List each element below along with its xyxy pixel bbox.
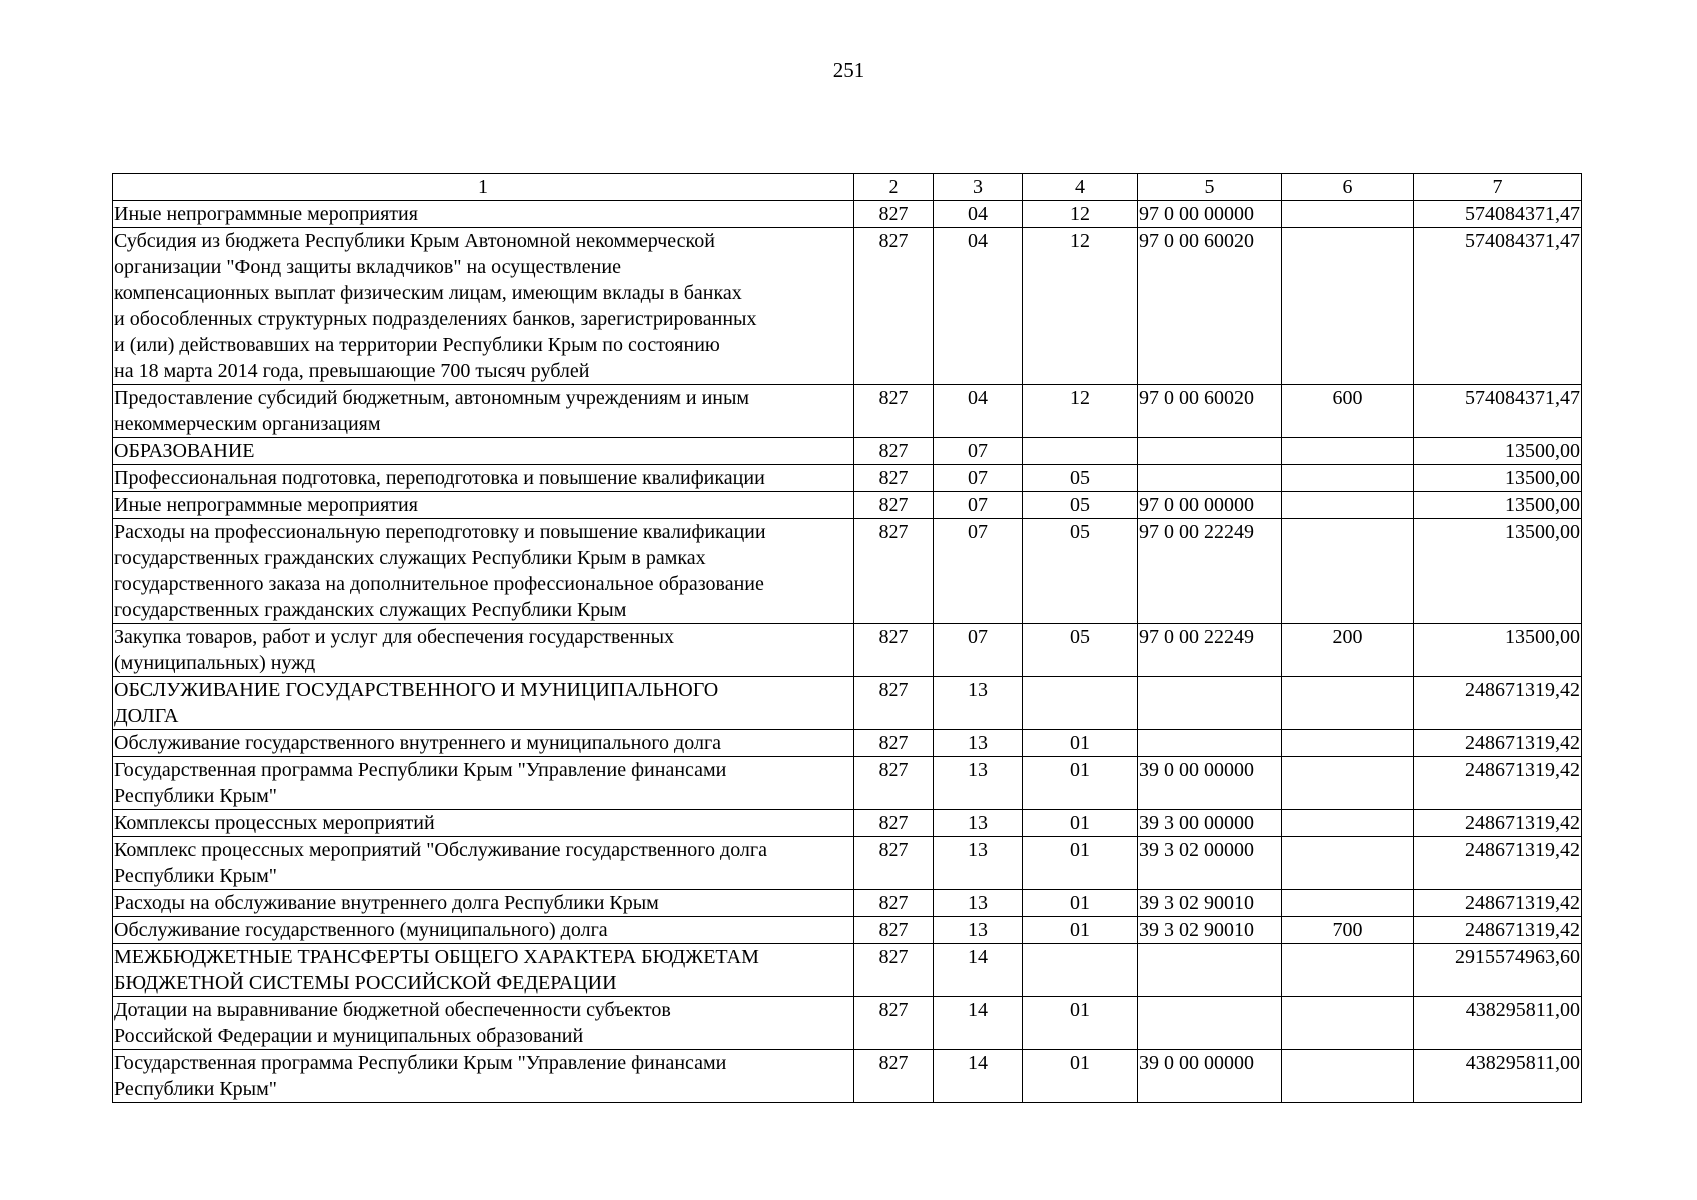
table-row [113, 1050, 1582, 1103]
row-expense-type [1282, 438, 1414, 465]
table-row [113, 677, 1582, 730]
table-row [113, 228, 1582, 385]
table-row [113, 837, 1582, 890]
row-target-article: 39 3 02 90010 [1138, 917, 1282, 944]
row-expense-type [1282, 890, 1414, 917]
row-section: 13 [934, 890, 1023, 917]
row-gr-code: 827 [854, 385, 934, 438]
table-header [113, 174, 1582, 201]
row-name: Комплексы процессных мероприятий [113, 810, 854, 837]
row-amount: 248671319,42 [1414, 890, 1582, 917]
row-amount: 574084371,47 [1414, 385, 1582, 438]
row-section: 13 [934, 810, 1023, 837]
table-row [113, 492, 1582, 519]
row-amount: 248671319,42 [1414, 757, 1582, 810]
row-gr-code: 827 [854, 492, 934, 519]
header-cell: 3 [934, 174, 1023, 201]
row-subsection: 01 [1023, 810, 1138, 837]
table-row [113, 997, 1582, 1050]
row-expense-type [1282, 201, 1414, 228]
row-amount: 574084371,47 [1414, 201, 1582, 228]
row-target-article [1138, 730, 1282, 757]
row-gr-code: 827 [854, 757, 934, 810]
row-target-article: 39 3 02 90010 [1138, 890, 1282, 917]
row-section: 13 [934, 837, 1023, 890]
row-section: 14 [934, 997, 1023, 1050]
row-target-article [1138, 944, 1282, 997]
budget-table [112, 173, 1582, 1103]
row-name: Закупка товаров, работ и услуг для обеспечения государственных (муниципальных) нужд [113, 624, 854, 677]
row-target-article [1138, 465, 1282, 492]
page-number: 251 [832, 58, 865, 82]
header-cell: 6 [1282, 174, 1414, 201]
table-row [113, 201, 1582, 228]
table-row [113, 890, 1582, 917]
header-cell: 4 [1023, 174, 1138, 201]
row-section: 13 [934, 917, 1023, 944]
header-cell: 7 [1414, 174, 1582, 201]
row-gr-code: 827 [854, 201, 934, 228]
table-row [113, 730, 1582, 757]
row-section: 13 [934, 730, 1023, 757]
row-amount: 574084371,47 [1414, 228, 1582, 385]
row-gr-code: 827 [854, 917, 934, 944]
row-target-article: 97 0 00 00000 [1138, 492, 1282, 519]
table-row [113, 519, 1582, 624]
row-section: 04 [934, 228, 1023, 385]
row-section: 07 [934, 465, 1023, 492]
table-row [113, 624, 1582, 677]
row-expense-type: 200 [1282, 624, 1414, 677]
row-gr-code: 827 [854, 997, 934, 1050]
row-name: Субсидия из бюджета Республики Крым Автономной некоммерческой организации "Фонд защиты вкладчиков" на осуществление компенсационных выплат физическим лицам, имеющим вклады в банках и обособленных структурных подразделениях банков, зарегистрированных и (или) действовавших на территории Республики Крым по состоянию на 18 марта 2014 года, превышающие 700 тысяч рублей [113, 228, 854, 385]
row-target-article: 39 3 00 00000 [1138, 810, 1282, 837]
row-expense-type: 600 [1282, 385, 1414, 438]
row-amount: 13500,00 [1414, 465, 1582, 492]
row-name: Государственная программа Республики Крым "Управление финансами Республики Крым" [113, 757, 854, 810]
row-gr-code: 827 [854, 465, 934, 492]
row-subsection: 05 [1023, 624, 1138, 677]
row-gr-code: 827 [854, 730, 934, 757]
row-amount: 13500,00 [1414, 438, 1582, 465]
table-row [113, 917, 1582, 944]
row-target-article: 97 0 00 60020 [1138, 385, 1282, 438]
row-expense-type [1282, 944, 1414, 997]
row-amount: 13500,00 [1414, 492, 1582, 519]
row-amount: 248671319,42 [1414, 677, 1582, 730]
row-gr-code: 827 [854, 677, 934, 730]
row-subsection [1023, 438, 1138, 465]
row-expense-type [1282, 837, 1414, 890]
row-expense-type: 700 [1282, 917, 1414, 944]
row-target-article: 97 0 00 22249 [1138, 624, 1282, 677]
row-name: ОБРАЗОВАНИЕ [113, 438, 854, 465]
row-amount: 2915574963,60 [1414, 944, 1582, 997]
row-name: Иные непрограммные мероприятия [113, 201, 854, 228]
row-target-article: 39 0 00 00000 [1138, 757, 1282, 810]
table-body [113, 201, 1582, 1103]
header-cell: 2 [854, 174, 934, 201]
row-subsection: 12 [1023, 201, 1138, 228]
row-expense-type [1282, 1050, 1414, 1103]
row-subsection: 01 [1023, 997, 1138, 1050]
row-amount: 438295811,00 [1414, 997, 1582, 1050]
row-gr-code: 827 [854, 438, 934, 465]
row-expense-type [1282, 757, 1414, 810]
row-name: ОБСЛУЖИВАНИЕ ГОСУДАРСТВЕННОГО И МУНИЦИПАЛЬНОГО ДОЛГА [113, 677, 854, 730]
row-gr-code: 827 [854, 1050, 934, 1103]
row-gr-code: 827 [854, 624, 934, 677]
row-name: Расходы на профессиональную переподготовку и повышение квалификации государственных гражданских служащих Республики Крым в рамках государственного заказа на дополнительное профессиональное образование государственных гражданских служащих Республики Крым [113, 519, 854, 624]
row-name: Комплекс процессных мероприятий "Обслуживание государственного долга Республики Крым" [113, 837, 854, 890]
row-gr-code: 827 [854, 228, 934, 385]
row-target-article [1138, 438, 1282, 465]
row-gr-code: 827 [854, 837, 934, 890]
row-name: Иные непрограммные мероприятия [113, 492, 854, 519]
row-section: 04 [934, 385, 1023, 438]
row-expense-type [1282, 519, 1414, 624]
row-section: 04 [934, 201, 1023, 228]
row-section: 13 [934, 757, 1023, 810]
row-gr-code: 827 [854, 810, 934, 837]
row-section: 07 [934, 492, 1023, 519]
row-gr-code: 827 [854, 944, 934, 997]
row-subsection: 05 [1023, 519, 1138, 624]
row-amount: 438295811,00 [1414, 1050, 1582, 1103]
row-target-article: 39 0 00 00000 [1138, 1050, 1282, 1103]
row-expense-type [1282, 810, 1414, 837]
row-section: 07 [934, 519, 1023, 624]
row-expense-type [1282, 228, 1414, 385]
row-subsection: 01 [1023, 837, 1138, 890]
row-name: Предоставление субсидий бюджетным, автономным учреждениям и иным некоммерческим организациям [113, 385, 854, 438]
row-expense-type [1282, 730, 1414, 757]
row-section: 14 [934, 1050, 1023, 1103]
row-subsection [1023, 944, 1138, 997]
row-section: 13 [934, 677, 1023, 730]
table-row [113, 465, 1582, 492]
row-subsection: 01 [1023, 890, 1138, 917]
header-cell: 1 [113, 174, 854, 201]
row-subsection: 01 [1023, 1050, 1138, 1103]
row-gr-code: 827 [854, 890, 934, 917]
row-amount: 248671319,42 [1414, 730, 1582, 757]
row-target-article [1138, 677, 1282, 730]
table-row [113, 944, 1582, 997]
row-target-article: 39 3 02 00000 [1138, 837, 1282, 890]
row-section: 07 [934, 624, 1023, 677]
row-amount: 13500,00 [1414, 624, 1582, 677]
row-amount: 13500,00 [1414, 519, 1582, 624]
table-row [113, 757, 1582, 810]
row-name: МЕЖБЮДЖЕТНЫЕ ТРАНСФЕРТЫ ОБЩЕГО ХАРАКТЕРА БЮДЖЕТАМ БЮДЖЕТНОЙ СИСТЕМЫ РОССИЙСКОЙ ФЕДЕРАЦИИ [113, 944, 854, 997]
row-name: Государственная программа Республики Крым "Управление финансами Республики Крым" [113, 1050, 854, 1103]
row-expense-type [1282, 677, 1414, 730]
row-subsection: 01 [1023, 730, 1138, 757]
row-section: 07 [934, 438, 1023, 465]
row-target-article: 97 0 00 60020 [1138, 228, 1282, 385]
row-name: Дотации на выравнивание бюджетной обеспеченности субъектов Российской Федерации и муниципальных образований [113, 997, 854, 1050]
row-subsection: 05 [1023, 465, 1138, 492]
table-row [113, 438, 1582, 465]
row-name: Обслуживание государственного внутреннего и муниципального долга [113, 730, 854, 757]
row-amount: 248671319,42 [1414, 917, 1582, 944]
row-target-article: 97 0 00 00000 [1138, 201, 1282, 228]
row-amount: 248671319,42 [1414, 810, 1582, 837]
row-subsection: 01 [1023, 917, 1138, 944]
row-name: Обслуживание государственного (муниципального) долга [113, 917, 854, 944]
row-gr-code: 827 [854, 519, 934, 624]
header-cell: 5 [1138, 174, 1282, 201]
row-amount: 248671319,42 [1414, 837, 1582, 890]
header-row [113, 174, 1582, 201]
row-subsection [1023, 677, 1138, 730]
row-subsection: 12 [1023, 228, 1138, 385]
row-expense-type [1282, 997, 1414, 1050]
row-target-article [1138, 997, 1282, 1050]
row-subsection: 05 [1023, 492, 1138, 519]
row-name: Профессиональная подготовка, переподготовка и повышение квалификации [113, 465, 854, 492]
row-expense-type [1282, 492, 1414, 519]
row-subsection: 12 [1023, 385, 1138, 438]
row-name: Расходы на обслуживание внутреннего долга Республики Крым [113, 890, 854, 917]
row-section: 14 [934, 944, 1023, 997]
row-target-article: 97 0 00 22249 [1138, 519, 1282, 624]
table-row [113, 810, 1582, 837]
row-expense-type [1282, 465, 1414, 492]
table-row [113, 385, 1582, 438]
row-subsection: 01 [1023, 757, 1138, 810]
